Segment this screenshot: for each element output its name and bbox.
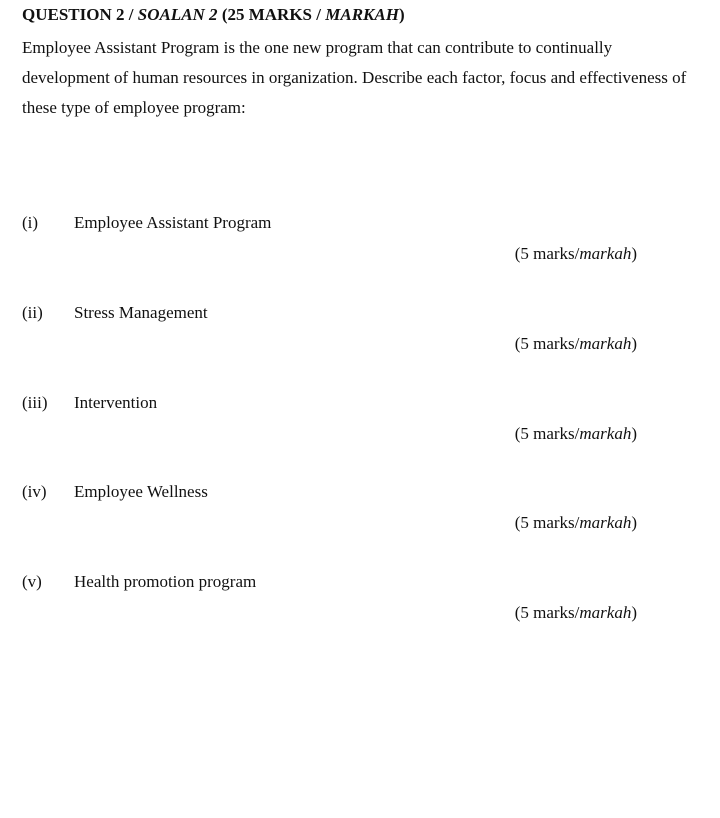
sub-question-number: (v) — [22, 572, 42, 591]
marks-close: ) — [631, 424, 637, 443]
marks-line — [22, 244, 682, 264]
sub-question-number: (iv) — [22, 482, 47, 501]
sub-question-number: (i) — [22, 213, 39, 232]
question-heading — [22, 5, 405, 25]
marks-text: (5 marks/ — [514, 513, 580, 532]
marks-line — [22, 603, 682, 623]
heading-close: ) — [398, 5, 405, 24]
markah-text: markah — [579, 424, 632, 443]
marks-allocation — [515, 244, 637, 264]
heading-marks: (25 MARKS / — [217, 5, 326, 24]
marks-text: (5 marks/ — [514, 424, 580, 443]
marks-close: ) — [631, 513, 637, 532]
marks-allocation — [515, 513, 637, 533]
marks-line — [22, 424, 682, 444]
sub-question-label: Employee Wellness — [74, 482, 208, 501]
sub-question — [22, 213, 682, 233]
sub-question — [22, 572, 682, 592]
marks-allocation — [515, 603, 637, 623]
marks-allocation — [515, 334, 637, 354]
sub-question-label: Intervention — [74, 393, 158, 412]
heading-markah: MARKAH — [325, 5, 399, 24]
markah-text: markah — [579, 244, 632, 263]
heading-question: QUESTION 2 / — [22, 5, 138, 24]
markah-text: markah — [579, 603, 632, 622]
markah-text: markah — [579, 334, 632, 353]
heading-soalan: SOALAN 2 — [137, 5, 218, 24]
sub-question — [22, 393, 682, 413]
sub-question-label: Stress Management — [74, 303, 208, 322]
sub-question — [22, 482, 682, 502]
marks-close: ) — [631, 334, 637, 353]
question-prompt: Employee Assistant Program is the one new program that can contribute to continually development of human resources in organization. Describe each factor, focus and effectiveness of these type of employee program: — [22, 38, 687, 117]
sub-question-label: Employee Assistant Program — [74, 213, 272, 232]
sub-question-label: Health promotion program — [74, 572, 257, 591]
marks-text: (5 marks/ — [514, 603, 580, 622]
sub-question-number: (ii) — [22, 303, 43, 322]
marks-close: ) — [631, 603, 637, 622]
sub-question — [22, 303, 682, 323]
marks-text: (5 marks/ — [514, 244, 580, 263]
marks-text: (5 marks/ — [514, 334, 580, 353]
sub-question-number: (iii) — [22, 393, 48, 412]
markah-text: markah — [579, 513, 632, 532]
marks-allocation — [515, 424, 637, 444]
marks-line — [22, 513, 682, 533]
marks-line — [22, 334, 682, 354]
marks-close: ) — [631, 244, 637, 263]
